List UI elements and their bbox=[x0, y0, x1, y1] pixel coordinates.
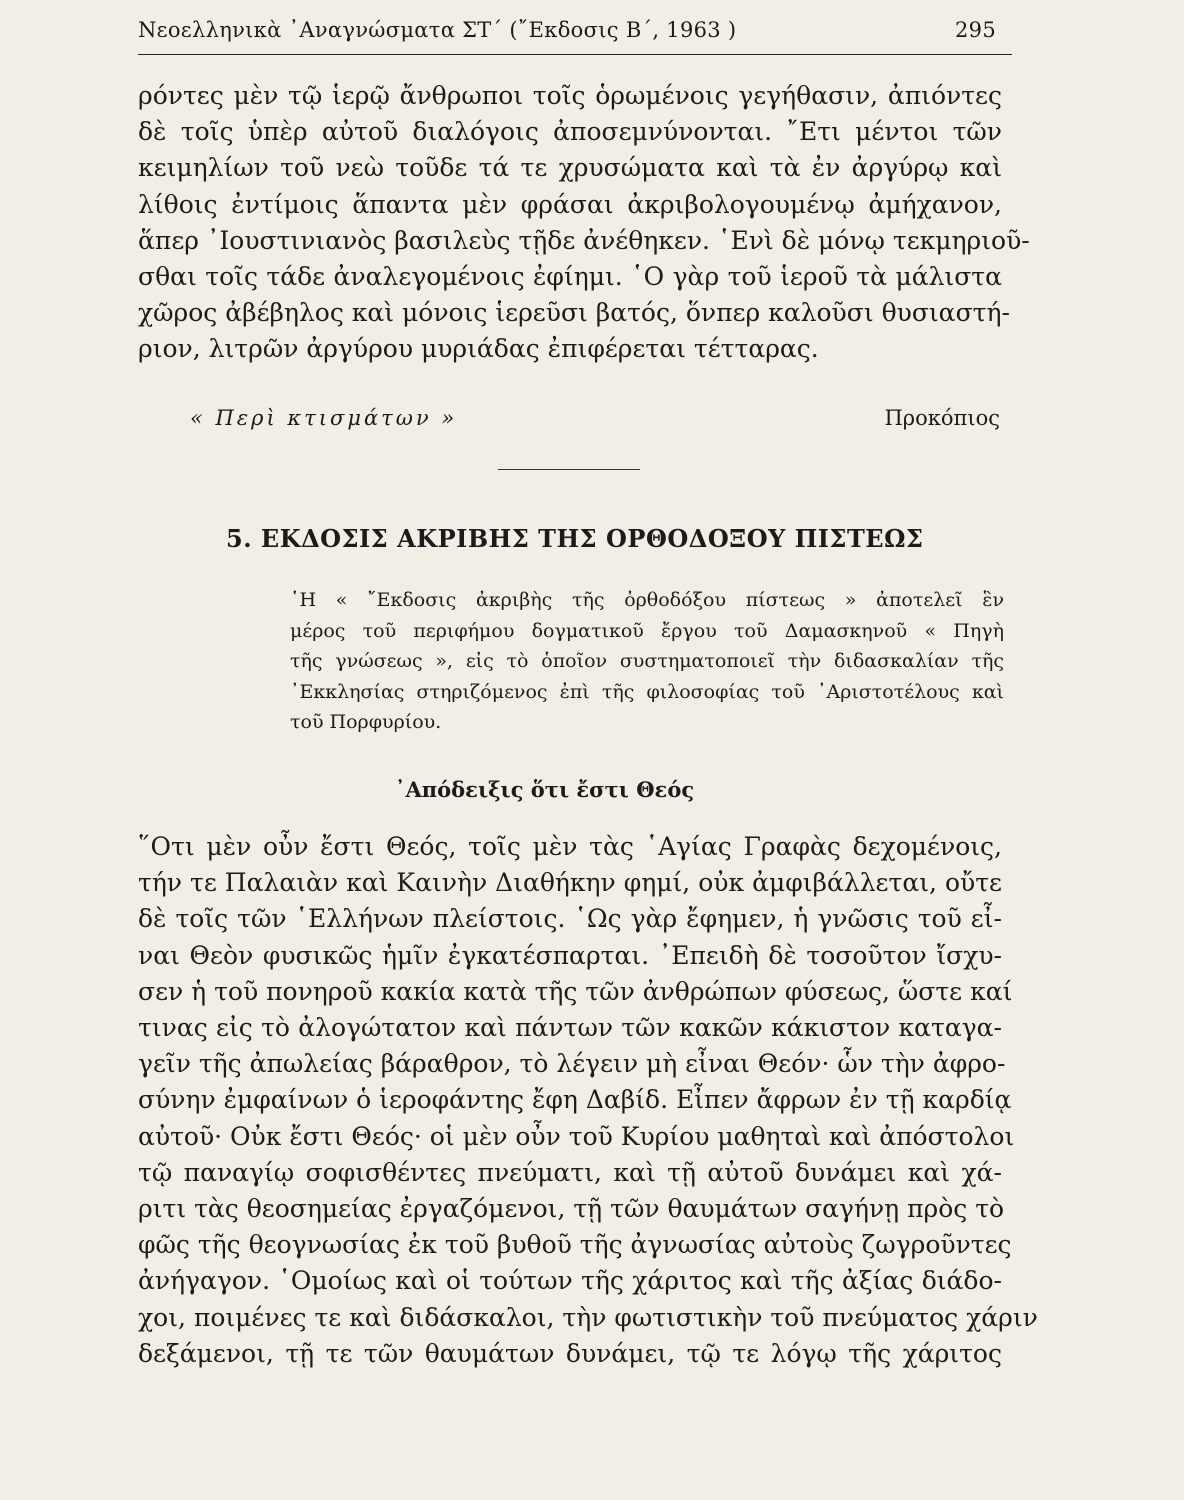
text-line: ριον, λιτρῶν ἀργύρου μυριάδας ἐπιφέρεται τέτταρας. bbox=[138, 334, 819, 364]
text-line: ἀνήγαγον. ῾Ομοίως καὶ οἱ τούτων τῆς χάριτος καὶ τῆς ἀξίας διάδο- bbox=[138, 1266, 1002, 1296]
text-line: τῷ παναγίῳ σοφισθέντες πνεύματι, καὶ τῇ αὐτοῦ δυνάμει καὶ χά- bbox=[138, 1157, 1002, 1187]
paragraph-damascene bbox=[138, 829, 1038, 1372]
intro-line: τοῦ Πορφυρίου. bbox=[290, 711, 442, 733]
text-line: γεῖν τῆς ἀπωλείας βάραθρον, τὸ λέγειν μὴ εἶναι Θεόν· ὧν τὴν ἀφρο- bbox=[138, 1049, 1006, 1079]
page-number: 295 bbox=[955, 18, 996, 42]
text-line: σθαι τοῖς τάδε ἀναλεγομένοις ἐφίημι. ῾Ο γὰρ τοῦ ἱεροῦ τὰ μάλιστα bbox=[138, 262, 1002, 292]
text-line: χῶρος ἀβέβηλος καὶ μόνοις ἱερεῦσι βατός, ὅνπερ καλοῦσι θυσιαστή- bbox=[138, 298, 1010, 328]
text-line: ρόντες μὲν τῷ ἱερῷ ἄνθρωποι τοῖς ὁρωμένοις γεγήθασιν, ἀπιόντες bbox=[138, 81, 1002, 110]
source-attribution bbox=[190, 406, 1000, 430]
text-line: ναι Θεὸν φυσικῶς ἡμῖν ἐγκατέσπαρται. ᾿Επειδὴ δὲ τοσοῦτον ἴσχυ- bbox=[138, 940, 1002, 970]
text-line: τήν τε Παλαιὰν καὶ Καινὴν Διαθήκην φημί, οὐκ ἀμφιβάλλεται, οὔτε bbox=[138, 868, 1002, 898]
intro-line: ᾿Εκκλησίας στηριζόμενος ἐπὶ τῆς φιλοσοφίας τοῦ ᾿Αριστοτέλους καὶ bbox=[290, 680, 1004, 703]
text-line: χοι, ποιμένες τε καὶ διδάσκαλοι, τὴν φωτιστικὴν τοῦ πνεύματος χάριν bbox=[138, 1302, 1038, 1332]
text-line: λίθοις ἐντίμοις ἅπαντα μὲν φράσαι ἀκριβολογουμένῳ ἀμήχανον, bbox=[138, 189, 1002, 219]
running-header bbox=[138, 18, 996, 42]
intro-line: τῆς γνώσεως », εἰς τὸ ὁποῖον συστηματοποιεῖ τὴν διδασκαλίαν τῆς bbox=[290, 650, 1004, 672]
source-work: « Περὶ κτισμάτων » bbox=[190, 406, 458, 430]
subheading: ᾿Απόδειξις ὅτι ἔστι Θεός bbox=[395, 777, 695, 802]
text-line: φῶς τῆς θεογνωσίας ἐκ τοῦ βυθοῦ τῆς ἀγνωσίας αὐτοὺς ζωγροῦντες bbox=[138, 1230, 1012, 1260]
text-line: τινας εἰς τὸ ἀλογώτατον καὶ πάντων τῶν κακῶν κάκιστον καταγα- bbox=[138, 1013, 1002, 1043]
section-separator bbox=[498, 469, 640, 470]
source-author: Προκόπιος bbox=[884, 406, 1000, 430]
section-title: 5. ΕΚΔΟΣΙΣ ΑΚΡΙΒΗΣ ΤΗΣ ΟΡΘΟΔΟΞΟΥ ΠΙΣΤΕΩΣ bbox=[226, 524, 924, 553]
text-line: δὲ τοῖς τῶν ῾Ελλήνων πλείστοις. ῾Ως γὰρ ἔφημεν, ἡ γνῶσις τοῦ εἶ- bbox=[138, 904, 1002, 934]
intro-line: μέρος τοῦ περιφήμου δογματικοῦ ἔργου τοῦ Δαμασκηνοῦ « Πηγὴ bbox=[290, 619, 1004, 642]
intro-line: ῾Η « ῎Εκδοσις ἀκριβὴς τῆς ὀρθοδόξου πίστεως » ἀποτελεῖ ἓν bbox=[290, 589, 1004, 611]
text-line: δὲ τοῖς ὑπὲρ αὐτοῦ διαλόγοις ἀποσεμνύνονται. ῎Ετι μέντοι τῶν bbox=[138, 117, 1002, 147]
text-line: σεν ἡ τοῦ πονηροῦ κακία κατὰ τῆς τῶν ἀνθρώπων φύσεως, ὥστε καί bbox=[138, 976, 1013, 1006]
text-line: κειμηλίων τοῦ νεὼ τοῦδε τά τε χρυσώματα καὶ τὰ ἐν ἀργύρῳ καὶ bbox=[138, 153, 1002, 183]
text-line: ῞Οτι μὲν οὖν ἔστι Θεός, τοῖς μὲν τὰς ῾Αγίας Γραφὰς δεχομένοις, bbox=[138, 832, 1002, 861]
paragraph-procopius bbox=[138, 78, 1030, 368]
section-intro bbox=[290, 585, 1004, 738]
text-line: σύνην ἐμφαίνων ὁ ἱεροφάντης ἔφη Δαβίδ. Εἶπεν ἄφρων ἐν τῇ καρδίᾳ bbox=[138, 1085, 1012, 1115]
running-title: Νεοελληνικὰ ᾿Αναγνώσματα ΣΤ΄ (῎Εκδοσις Β΄, 1963 ) bbox=[138, 18, 737, 42]
header-rule bbox=[138, 54, 1012, 55]
text-line: δεξάμενοι, τῇ τε τῶν θαυμάτων δυνάμει, τῷ τε λόγῳ τῆς χάριτος bbox=[138, 1338, 1002, 1368]
text-line: αὐτοῦ· Οὐκ ἔστι Θεός· οἱ μὲν οὖν τοῦ Κυρίου μαθηταὶ καὶ ἀπόστολοι bbox=[138, 1121, 1015, 1151]
text-line: ριτι τὰς θεοσημείας ἐργαζόμενοι, τῇ τῶν θαυμάτων σαγήνῃ πρὸς τὸ bbox=[138, 1194, 1005, 1224]
text-line: ἅπερ ᾿Ιουστινιανὸς βασιλεὺς τῇδε ἀνέθηκεν. ῾Ενὶ δὲ μόνῳ τεκμηριοῦ- bbox=[138, 225, 1030, 255]
